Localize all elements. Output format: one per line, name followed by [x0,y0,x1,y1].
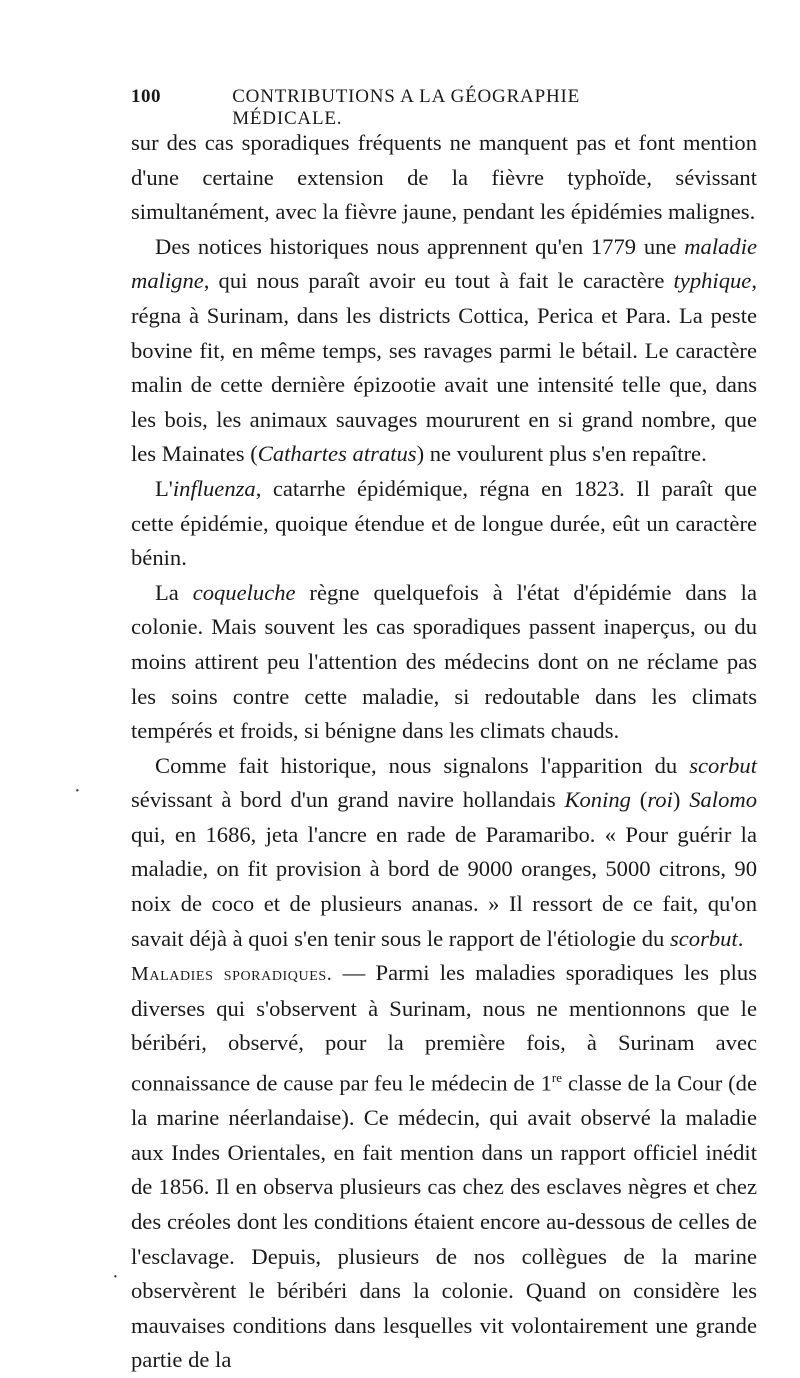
text-run: règne quelquefois à l'état d'épidémie dans la colonie. Mais souvent les cas sporadiques passent inaperçus, ou du moins attirent peu l'attention des médecins dont on ne réclame pas les soins contre cette maladie, si redoutable dans les climats tempérés et froids, si bénigne dans les climats chauds. [131,579,757,744]
paragraph-scorbut [131,749,757,957]
section-heading: Maladies sporadiques. [131,963,333,986]
italic-term: typhique [673,268,752,294]
running-header [131,86,651,130]
paragraph-coqueluche [131,576,757,749]
text-run: , catarrhe épidémique, régna en 1823. Il paraît que cette épidémie, quoique étendue et de longue durée, eût un caractère bénin. [131,475,757,571]
text-run: Comme fait historique, nous signalons l'apparition du [155,752,690,778]
margin-dot: · [74,780,81,802]
superscript: re [551,1070,562,1086]
paragraph-influenza [131,472,757,576]
italic-term: coqueluche [192,579,296,605]
page-body [131,126,757,1378]
text-run: sévissant à bord d'un grand navire hollandais [131,787,565,813]
italic-term: roi [647,787,673,813]
text-run: La [155,579,193,605]
text-run: — Parmi les maladies sporadiques les plus diverses qui s'observent à Surinam, nous ne mentionnons que le béribéri, observé, pour la première fois, à Surinam avec connaissance de cause par feu le médecin de 1 [131,960,757,1096]
page-number: 100 [131,86,161,107]
italic-term: Cathartes atratus [257,441,417,467]
italic-term: influenza [172,475,256,501]
paragraph-text: sur des cas sporadiques fréquents ne manquent pas et font mention d'une certaine extension de la fièvre typhoïde, sévissant simultanément, avec la fièvre jaune, pendant les épidémies malignes. [131,130,757,225]
text-run: L' [155,475,173,501]
text-run: ( [630,787,648,813]
text-run: Des notices historiques nous apprennent qu'en 1779 une [155,233,685,259]
text-run: ) [672,787,690,813]
paragraph-sporadic-diseases [131,956,757,1378]
paragraph-continuation [131,126,757,230]
text-run: ) ne voulurent plus s'en repaître. [416,441,707,467]
text-run: , qui nous paraît avoir eu tout à fait le caractère [203,268,674,294]
italic-term: scorbut [689,752,757,778]
text-run: . [737,925,744,951]
running-title: CONTRIBUTIONS A LA GÉOGRAPHIE MÉDICALE. [232,86,580,129]
paragraph-typhoid-history [131,230,757,472]
italic-term: Salomo [689,787,757,813]
margin-dot: · [112,1266,119,1288]
text-run: classe de la Cour (de la marine néerlandaise). Ce médecin, qui avait observé la maladie aux Indes Orientales, en fait mention dans un rapport officiel inédit de 1856. Il en observa plusieurs cas chez des esclaves nègres et chez des créoles dont les conditions étaient encore au-dessous de celles de l'esclavage. Depuis, plusieurs de nos collègues de la marine observèrent le béribéri dans la colonie. Quand on considère les mauvaises conditions dans lesquelles vit volontairement une grande partie de la [131,1070,757,1373]
text-run: qui, en 1686, jeta l'ancre en rade de Paramaribo. « Pour guérir la maladie, on fit provision à bord de 9000 oranges, 5000 citrons, 90 noix de coco et de plusieurs ananas. » Il ressort de ce fait, qu'on savait déjà à quoi s'en tenir sous le rapport de l'étiologie du [131,821,757,951]
italic-term: Koning [564,787,631,813]
italic-term: scorbut [669,925,738,951]
text-run: , régna à Surinam, dans les districts Cottica, Perica et Para. La peste bovine fit, en même temps, ses ravages parmi le bétail. Le caractère malin de cette dernière épizootie avait une intensité telle que, dans les bois, les animaux sauvages moururent en si grand nombre, que les Mainates ( [131,268,757,467]
italic-term: maladie maligne [131,233,757,294]
